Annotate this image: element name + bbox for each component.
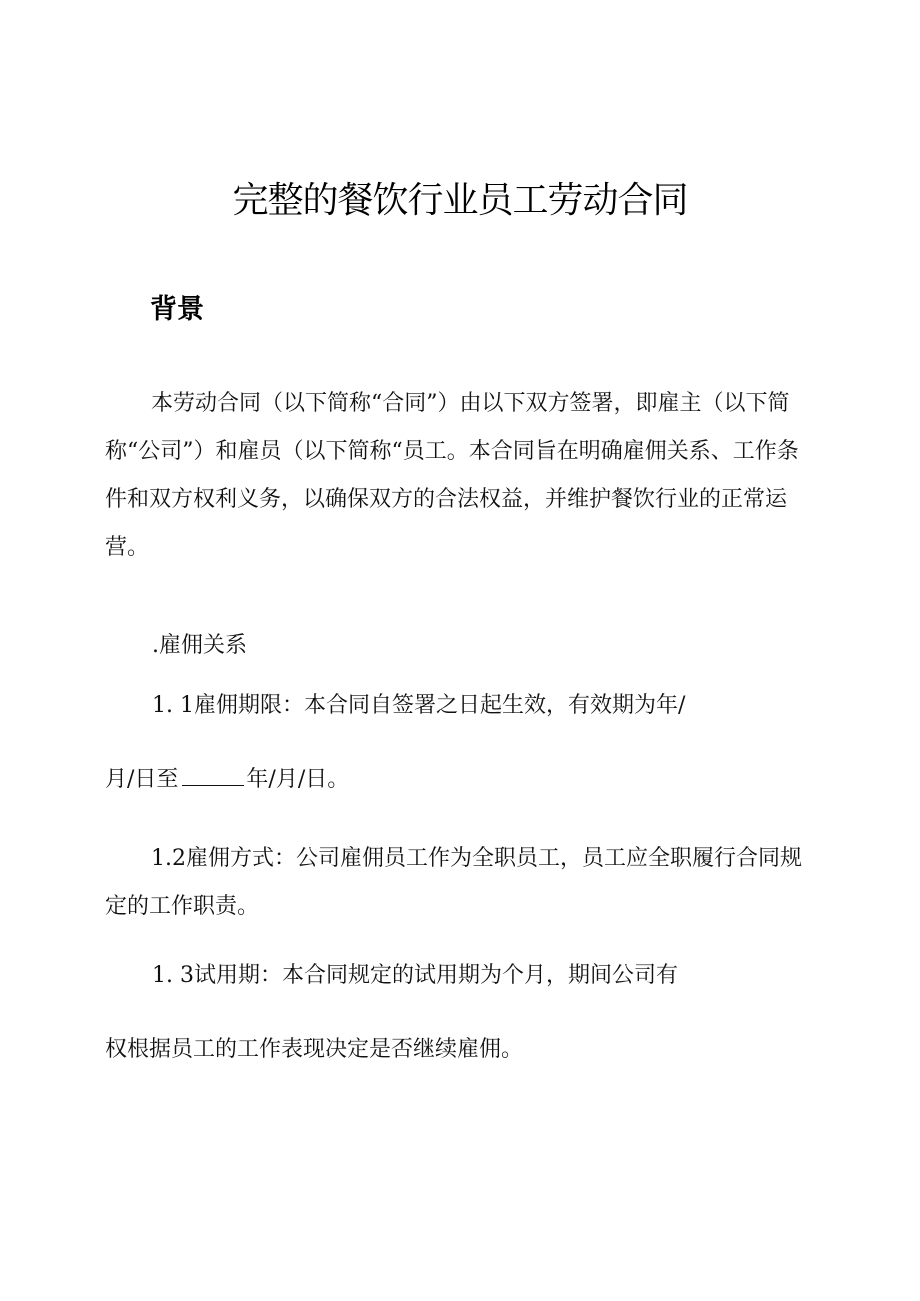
clause-1-3-line2: 权根据员工的工作表现决定是否继续雇佣。 [105, 1037, 524, 1062]
clause-1-1-line1: 1. 1雇佣期限：本合同自签署之日起生效，有效期为年/ [152, 693, 686, 718]
clause-1-3-line1: 1. 3试用期：本合同规定的试用期为个月，期间公司有 [152, 963, 678, 988]
clause-1-1-line2 [105, 762, 349, 798]
blank-fill-line [182, 763, 244, 786]
clause-1-2: 1.2雇佣方式：公司雇佣员工作为全职员工，员工应全职履行合同规定的工作职责。 [105, 846, 802, 919]
document-title: 完整的餐饮行业员工劳动合同 [232, 180, 688, 221]
clause-1-1-date-start: 月/日至 [105, 767, 179, 792]
section-heading-employment: .雇佣关系 [152, 633, 247, 658]
section-heading-background: 背景 [150, 294, 204, 325]
background-paragraph: 本劳动合同（以下简称“合同”）由以下双方签署，即雇主（以下简称“公司”）和雇员（以下简称“员工。本合同旨在明确雇佣关系、工作条件和双方权利义务，以确保双方的合法权益，并维护餐饮行业的正常运营。 [105, 391, 799, 560]
clause-1-1-date-end: 年/月/日。 [246, 767, 350, 792]
